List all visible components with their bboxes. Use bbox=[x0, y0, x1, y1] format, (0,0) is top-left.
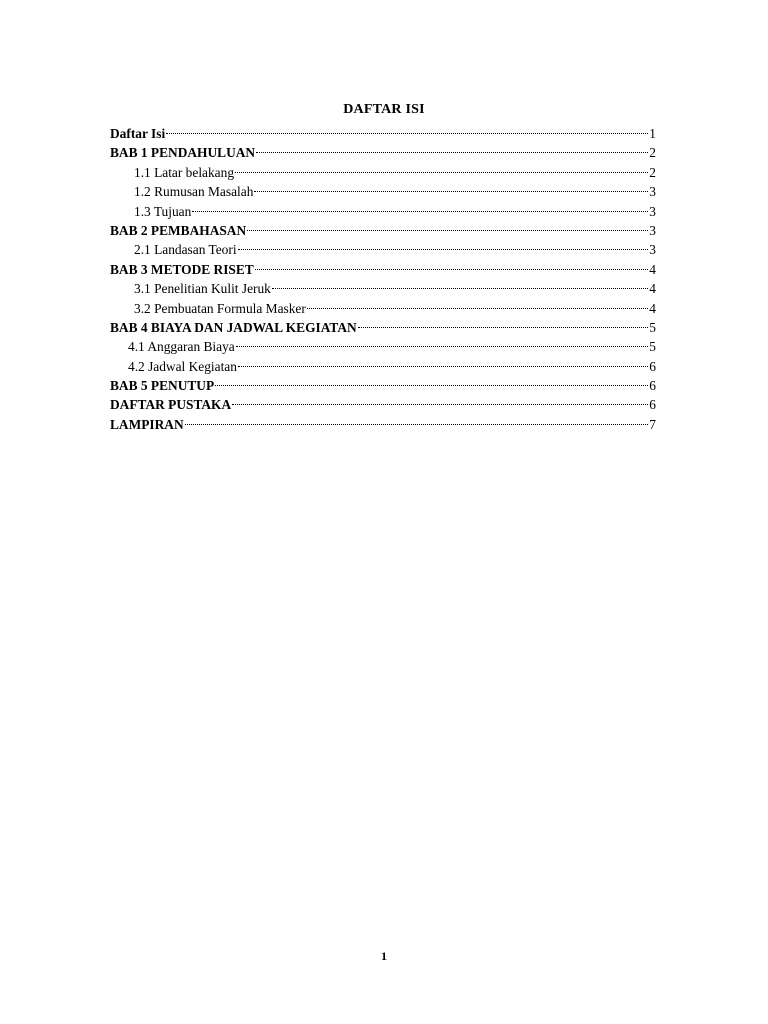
toc-entry-page: 7 bbox=[649, 416, 656, 432]
dot-leader bbox=[358, 326, 649, 328]
toc-entry-label: LAMPIRAN bbox=[110, 416, 184, 432]
toc-entry-bab-1 bbox=[110, 143, 656, 162]
toc-entry-lampiran bbox=[110, 415, 656, 434]
toc-entry-bab-3 bbox=[110, 260, 656, 279]
toc-entry-bab-4 bbox=[110, 318, 656, 337]
dot-leader bbox=[238, 248, 649, 250]
toc-entry-label: 2.1 Landasan Teori bbox=[134, 242, 237, 258]
toc-entry-page: 4 bbox=[649, 300, 656, 316]
toc-entry-1-2 bbox=[110, 182, 656, 201]
toc-entry-daftar-pustaka bbox=[110, 395, 656, 414]
toc-entry-page: 6 bbox=[649, 378, 656, 394]
toc-entry-4-2 bbox=[110, 357, 656, 376]
toc-entry-page: 3 bbox=[649, 242, 656, 258]
dot-leader bbox=[192, 210, 648, 212]
toc-entry-page: 3 bbox=[649, 203, 656, 219]
dot-leader bbox=[272, 287, 648, 289]
dot-leader bbox=[185, 423, 649, 425]
toc-entry-page: 3 bbox=[649, 184, 656, 200]
toc-entry-page: 5 bbox=[649, 339, 656, 355]
dot-leader bbox=[236, 345, 649, 347]
toc-entry-label: 3.1 Penelitian Kulit Jeruk bbox=[134, 281, 271, 297]
toc-entry-label: 4.2 Jadwal Kegiatan bbox=[128, 358, 237, 374]
toc-entry-label: Daftar Isi bbox=[110, 126, 166, 141]
page-title: DAFTAR ISI bbox=[343, 102, 425, 117]
page-number: 1 bbox=[381, 949, 387, 963]
dot-leader bbox=[256, 151, 648, 153]
toc-entry-bab-5 bbox=[110, 376, 656, 395]
toc-entry-label: BAB 3 METODE RISET bbox=[110, 261, 254, 277]
toc-entry-page: 4 bbox=[649, 281, 656, 297]
toc-entry-label: 4.1 Anggaran Biaya bbox=[128, 339, 235, 355]
toc-entry-page: 5 bbox=[649, 319, 656, 335]
toc-entry-3-2 bbox=[110, 299, 656, 318]
toc-entry-label: 1.2 Rumusan Masalah bbox=[134, 184, 254, 200]
toc-entry-page: 6 bbox=[649, 397, 656, 413]
dot-leader bbox=[232, 403, 648, 405]
toc-entry-daftar-isi bbox=[110, 124, 656, 143]
toc-entry-page: 2 bbox=[649, 145, 656, 161]
toc-entry-label: 1.1 Latar belakang bbox=[134, 164, 235, 180]
toc-entry-label: BAB 5 PENUTUP bbox=[110, 378, 215, 394]
dot-leader bbox=[255, 268, 649, 270]
dot-leader bbox=[215, 384, 648, 386]
dot-leader bbox=[247, 229, 648, 231]
table-of-contents bbox=[110, 124, 656, 434]
toc-entry-page: 2 bbox=[649, 164, 656, 180]
dot-leader bbox=[254, 190, 648, 192]
toc-entry-label: DAFTAR PUSTAKA bbox=[110, 397, 232, 413]
toc-entry-1-1 bbox=[110, 163, 656, 182]
toc-entry-label: BAB 2 PEMBAHASAN bbox=[110, 222, 247, 238]
dot-leader bbox=[238, 365, 648, 367]
toc-entry-1-3 bbox=[110, 202, 656, 221]
dot-leader bbox=[166, 132, 648, 134]
toc-entry-label: 3.2 Pembuatan Formula Masker bbox=[134, 300, 306, 316]
toc-entry-label: BAB 4 BIAYA DAN JADWAL KEGIATAN bbox=[110, 319, 357, 335]
toc-entry-label: BAB 1 PENDAHULUAN bbox=[110, 145, 256, 161]
dot-leader bbox=[235, 171, 648, 173]
toc-entry-bab-2 bbox=[110, 221, 656, 240]
toc-entry-page: 6 bbox=[649, 358, 656, 374]
toc-entry-page: 3 bbox=[649, 222, 656, 238]
toc-entry-4-1 bbox=[110, 337, 656, 356]
toc-entry-3-1 bbox=[110, 279, 656, 298]
toc-entry-label: 1.3 Tujuan bbox=[134, 203, 192, 219]
toc-entry-2-1 bbox=[110, 240, 656, 259]
toc-entry-page: 4 bbox=[649, 261, 656, 277]
dot-leader bbox=[307, 307, 648, 309]
toc-entry-page: 1 bbox=[649, 126, 656, 141]
